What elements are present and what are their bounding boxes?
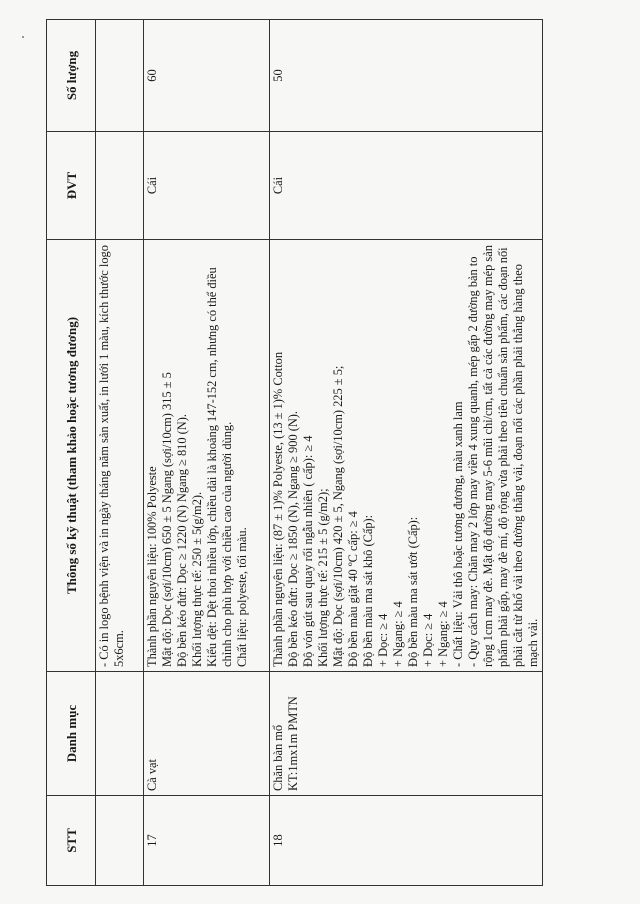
spec-line: Độ vón gút sau quay rối ngẫu nhiên ( cấp): ≥ 4 xyxy=(301,435,315,667)
cell-unit: Cái xyxy=(270,132,543,240)
spec-line: Chất liệu: polyeste, tối màu. xyxy=(235,527,249,667)
cell-unit: Cái xyxy=(144,132,270,240)
cell-stt xyxy=(96,796,144,886)
spec-line: Độ bền kéo đứt: Dọc ≥ 1850 (N), Ngang ≥ 900 (N). xyxy=(286,410,300,667)
spec-line: + Ngang: ≥ 4 xyxy=(436,601,450,667)
header-stt: STT xyxy=(47,796,96,886)
cell-spec xyxy=(96,240,144,672)
header-unit: ĐVT xyxy=(47,132,96,240)
spec-line: Mật độ: Dọc (sợi/10cm) 650 ± 5 Ngang (sợi/10cm) 315 ± 5 xyxy=(160,372,174,667)
cell-unit xyxy=(96,132,144,240)
table-header-row xyxy=(47,20,96,886)
cell-qty xyxy=(96,20,144,132)
spec-line: Mật độ: Dọc (sợi/10cm) 420 ± 5, Ngang (sợi/10cm) 225 ± 5; xyxy=(331,365,345,667)
spec-line: + Dọc: ≥ 4 xyxy=(376,613,390,667)
cell-spec xyxy=(270,240,543,672)
cell-name xyxy=(96,672,144,796)
spec-line: Độ bền màu ma sát ướt (Cấp): xyxy=(406,516,420,667)
spec-line: - Chất liệu: Vải thô hoặc tương đương, màu xanh lam xyxy=(451,401,465,667)
table-row xyxy=(144,20,270,886)
spec-line: Thành phần nguyên liệu: (87 ± 1)% Polyeste, (13 ± 1)% Cotton xyxy=(271,351,285,667)
spec-line: - Quy cách may: Chăn may 2 lớp may viền 4 xung quanh, mép gấp 2 đường bản to rộng 1cm may đè. Mật độ đường may 5-6 mũi chỉ/cm, tất cả các đường may mép sản phẩm phải gấp, may đè mí, độ rộng vừa phải theo tiêu chuẩn sản phẩm, các đoạn nối phải cắt từ khổ vải theo đường thẳng vải, đoạn nối các phần phải thẳng hàng theo mạch vải. xyxy=(466,245,540,667)
spec-line: Độ bền màu giặt 40 ºC cấp: ≥ 4 xyxy=(346,511,360,667)
cell-stt: 18 xyxy=(270,796,543,886)
header-name: Danh mục xyxy=(47,672,96,796)
spec-line: Thành phần nguyên liệu: 100% Polyeste xyxy=(145,466,159,667)
cell-spec xyxy=(144,240,270,672)
cell-name: Chăn bàn mổ KT:1mx1m PMTN xyxy=(270,672,543,796)
cell-qty: 60 xyxy=(144,20,270,132)
cell-qty: 50 xyxy=(270,20,543,132)
spec-line: Kiểu dệt: Dệt thoi nhiều lớp, chiều dài là khoảng 147-152 cm, nhưng có thể điều chỉnh cho phù hợp với chiều cao của người dùng. xyxy=(205,267,234,667)
cell-stt: 17 xyxy=(144,796,270,886)
table-row xyxy=(270,20,543,886)
spec-line: Khối lượng thực tế: 215 ± 5 (g/m2); xyxy=(316,488,330,667)
spec-line: Khối lượng thực tế: 250 ± 5(g/m2). xyxy=(190,491,204,667)
spec-line: Độ bền màu ma sát khô (Cấp): xyxy=(361,514,375,667)
spec-table xyxy=(46,19,543,886)
cell-name: Cà vạt xyxy=(144,672,270,796)
header-qty: Số lượng xyxy=(47,20,96,132)
spec-line: - Có in logo bệnh viện và in ngày tháng năm sản xuất, in lưới 1 màu, kích thước logo 5x6cm. xyxy=(97,245,126,667)
header-spec: Thông số kỹ thuật (tham khảo hoặc tương đương) xyxy=(47,240,96,672)
spec-line: + Dọc: ≥ 4 xyxy=(421,613,435,667)
spec-line: Độ bền kéo đứt: Dọc ≥ 1220 (N) Ngang ≥ 810 (N). xyxy=(175,414,189,667)
spec-line: + Ngang: ≥ 4 xyxy=(391,601,405,667)
table-row xyxy=(96,20,144,886)
